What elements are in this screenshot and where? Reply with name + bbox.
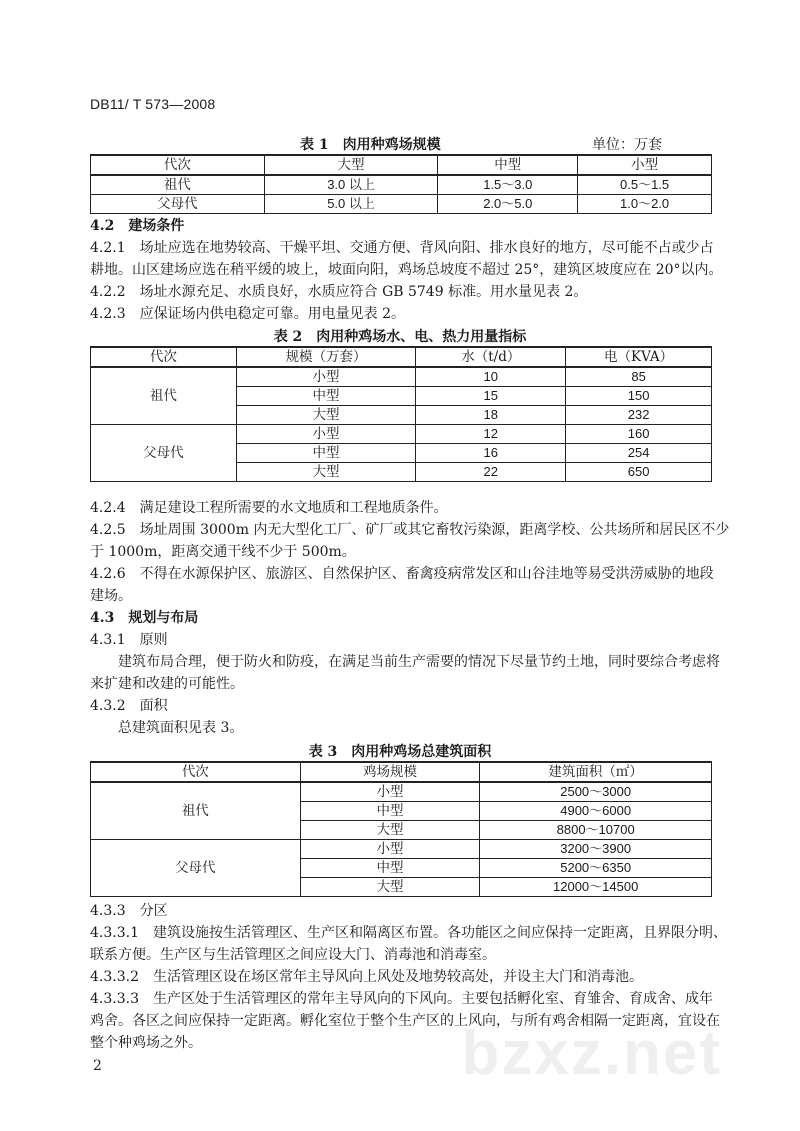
table-cell: 祖代 [91,175,265,195]
paragraph-4-3-1-line2: 来扩建和改建的可能性。 [90,676,244,692]
table-cell: 大型 [236,406,416,425]
table-cell: 10 [416,367,566,387]
paragraph-4-2-1-line1: 4.2.1 场址应选在地势较高、干燥平坦、交通方便、背风向阳、排水良好的地方，尽可能不占或少占 [90,240,714,256]
paragraph-4-3-3-2: 4.3.3.2 生活管理区设在场区常年主导风向上风处及地势较高处，并设主大门和消毒池。 [90,969,643,985]
table-header-cell: 代次 [91,347,237,367]
table-cell: 12 [416,425,566,444]
table-cell: 16 [416,444,566,463]
table-header-cell: 鸡场规模 [300,762,480,782]
table3-caption: 表 3 肉用种鸡场总建筑面积 [308,744,492,760]
table-cell: 650 [566,463,712,482]
paragraph-4-3-3-3-line1: 4.3.3.3 生产区处于生活管理区的常年主导风向的下风向。主要包括孵化室、育雏舍、育成舍、成年 [90,991,713,1007]
section-4-3-2-heading: 4.3.2 面积 [90,698,168,714]
paragraph-4-3-3-3-line2: 鸡舍。各区之间应保持一定距离。孵化室位于整个生产区的上风向，与所有鸡舍相隔一定距离，宜设在 [90,1013,720,1029]
table-cell: 22 [416,463,566,482]
table-header-cell: 建筑面积（㎡） [480,762,712,782]
table-header-cell: 代次 [91,762,301,782]
paragraph-4-3-3-1-line2: 联系方便。生产区与生活管理区之间应设大门、消毒池和消毒室。 [90,947,496,963]
table1-header-row [91,155,712,175]
table-header-cell: 代次 [91,155,265,175]
table-cell: 2500～3000 [480,782,712,802]
section-4-3-heading: 4.3 规划与布局 [90,610,199,626]
paragraph-4-2-5-line2: 于 1000m，距离交通干线不少于 500m。 [90,544,356,560]
table1-caption: 表 1 肉用种鸡场规模 [300,137,441,153]
table1 [90,154,712,214]
table-cell: 1.0～2.0 [578,195,712,214]
table-group-cell: 祖代 [91,782,301,840]
table-cell: 150 [566,387,712,406]
table-group-cell: 祖代 [91,367,237,425]
table-cell: 中型 [300,859,480,878]
table-cell: 232 [566,406,712,425]
table2-caption: 表 2 肉用种鸡场水、电、热力用量指标 [273,329,527,345]
table-cell: 大型 [300,821,480,840]
paragraph-4-3-3-3-line3: 整个种鸡场之外。 [90,1035,202,1051]
table-cell: 160 [566,425,712,444]
table-cell: 5200～6350 [480,859,712,878]
table-header-cell: 大型 [264,155,438,175]
table-row [91,175,712,195]
paragraph-4-2-2: 4.2.2 场址水源充足、水质良好，水质应符合 GB 5749 标准。用水量见表 2。 [90,284,588,300]
table-cell: 中型 [236,444,416,463]
section-4-3-3-heading: 4.3.3 分区 [90,903,168,919]
table-cell: 8800～10700 [480,821,712,840]
table-cell: 1.5～3.0 [438,175,578,195]
watermark: bzxz.net [461,1019,722,1088]
paragraph-4-3-2: 总建筑面积见表 3。 [118,720,244,736]
table2 [90,346,712,482]
paragraph-4-2-4: 4.2.4 满足建设工程所需要的水文地质和工程地质条件。 [90,500,448,516]
table-cell: 3.0 以上 [264,175,438,195]
table-header-cell: 小型 [578,155,712,175]
paragraph-4-2-5-line1: 4.2.5 场址周围 3000m 内无大型化工厂、矿厂或其它畜牧污染源，距离学校、公共场所和居民区不少 [90,522,730,538]
table-cell: 中型 [236,387,416,406]
table-header-cell: 规模（万套） [236,347,416,367]
table-header-cell: 水（t/d） [416,347,566,367]
table-row [91,367,712,387]
page-number: 2 [93,1058,102,1074]
table-cell: 254 [566,444,712,463]
table-row [91,195,712,214]
table-cell: 4900～6000 [480,802,712,821]
table-cell: 小型 [236,425,416,444]
table-cell: 2.0～5.0 [438,195,578,214]
paragraph-4-2-1-line2: 耕地。山区建场应选在稍平缓的坡上，坡面向阳，鸡场总坡度不超过 25°，建筑区坡度应在 20°以内。 [90,262,723,278]
table-row [91,425,712,444]
table-header-cell: 电（KVA） [566,347,712,367]
paragraph-4-2-3: 4.2.3 应保证场内供电稳定可靠。用电量见表 2。 [90,306,405,322]
table-cell: 小型 [300,782,480,802]
table-group-cell: 父母代 [91,425,237,482]
table-cell: 18 [416,406,566,425]
table-cell: 大型 [236,463,416,482]
table3-header-row [91,762,712,782]
paragraph-4-2-6-line2: 建场。 [90,588,132,604]
table-header-cell: 中型 [438,155,578,175]
table-cell: 12000～14500 [480,878,712,897]
table-cell: 85 [566,367,712,387]
section-4-3-1-heading: 4.3.1 原则 [90,632,168,648]
paragraph-4-3-3-1-line1: 4.3.3.1 建筑设施按生活管理区、生产区和隔离区布置。各功能区之间应保持一定距离，且界限分明、 [90,925,727,941]
table-cell: 5.0 以上 [264,195,438,214]
table-group-cell: 父母代 [91,840,301,897]
table-cell: 父母代 [91,195,265,214]
table3 [90,761,712,897]
table-row [91,840,712,859]
table-row [91,782,712,802]
paragraph-4-3-1-line1: 建筑布局合理，便于防火和防疫，在满足当前生产需要的情况下尽量节约土地，同时要综合考虑将 [118,654,720,670]
table-cell: 小型 [300,840,480,859]
table-cell: 0.5～1.5 [578,175,712,195]
table-cell: 中型 [300,802,480,821]
table-cell: 大型 [300,878,480,897]
document-header: DB11/ T 573—2008 [90,96,216,112]
table-cell: 小型 [236,367,416,387]
paragraph-4-2-6-line1: 4.2.6 不得在水源保护区、旅游区、自然保护区、畜禽疫病常发区和山谷洼地等易受洪涝威胁的地段 [90,566,714,582]
section-4-2-heading: 4.2 建场条件 [90,218,185,234]
table-cell: 15 [416,387,566,406]
table2-header-row [91,347,712,367]
table1-unit: 单位：万套 [592,137,662,153]
table-cell: 3200～3900 [480,840,712,859]
